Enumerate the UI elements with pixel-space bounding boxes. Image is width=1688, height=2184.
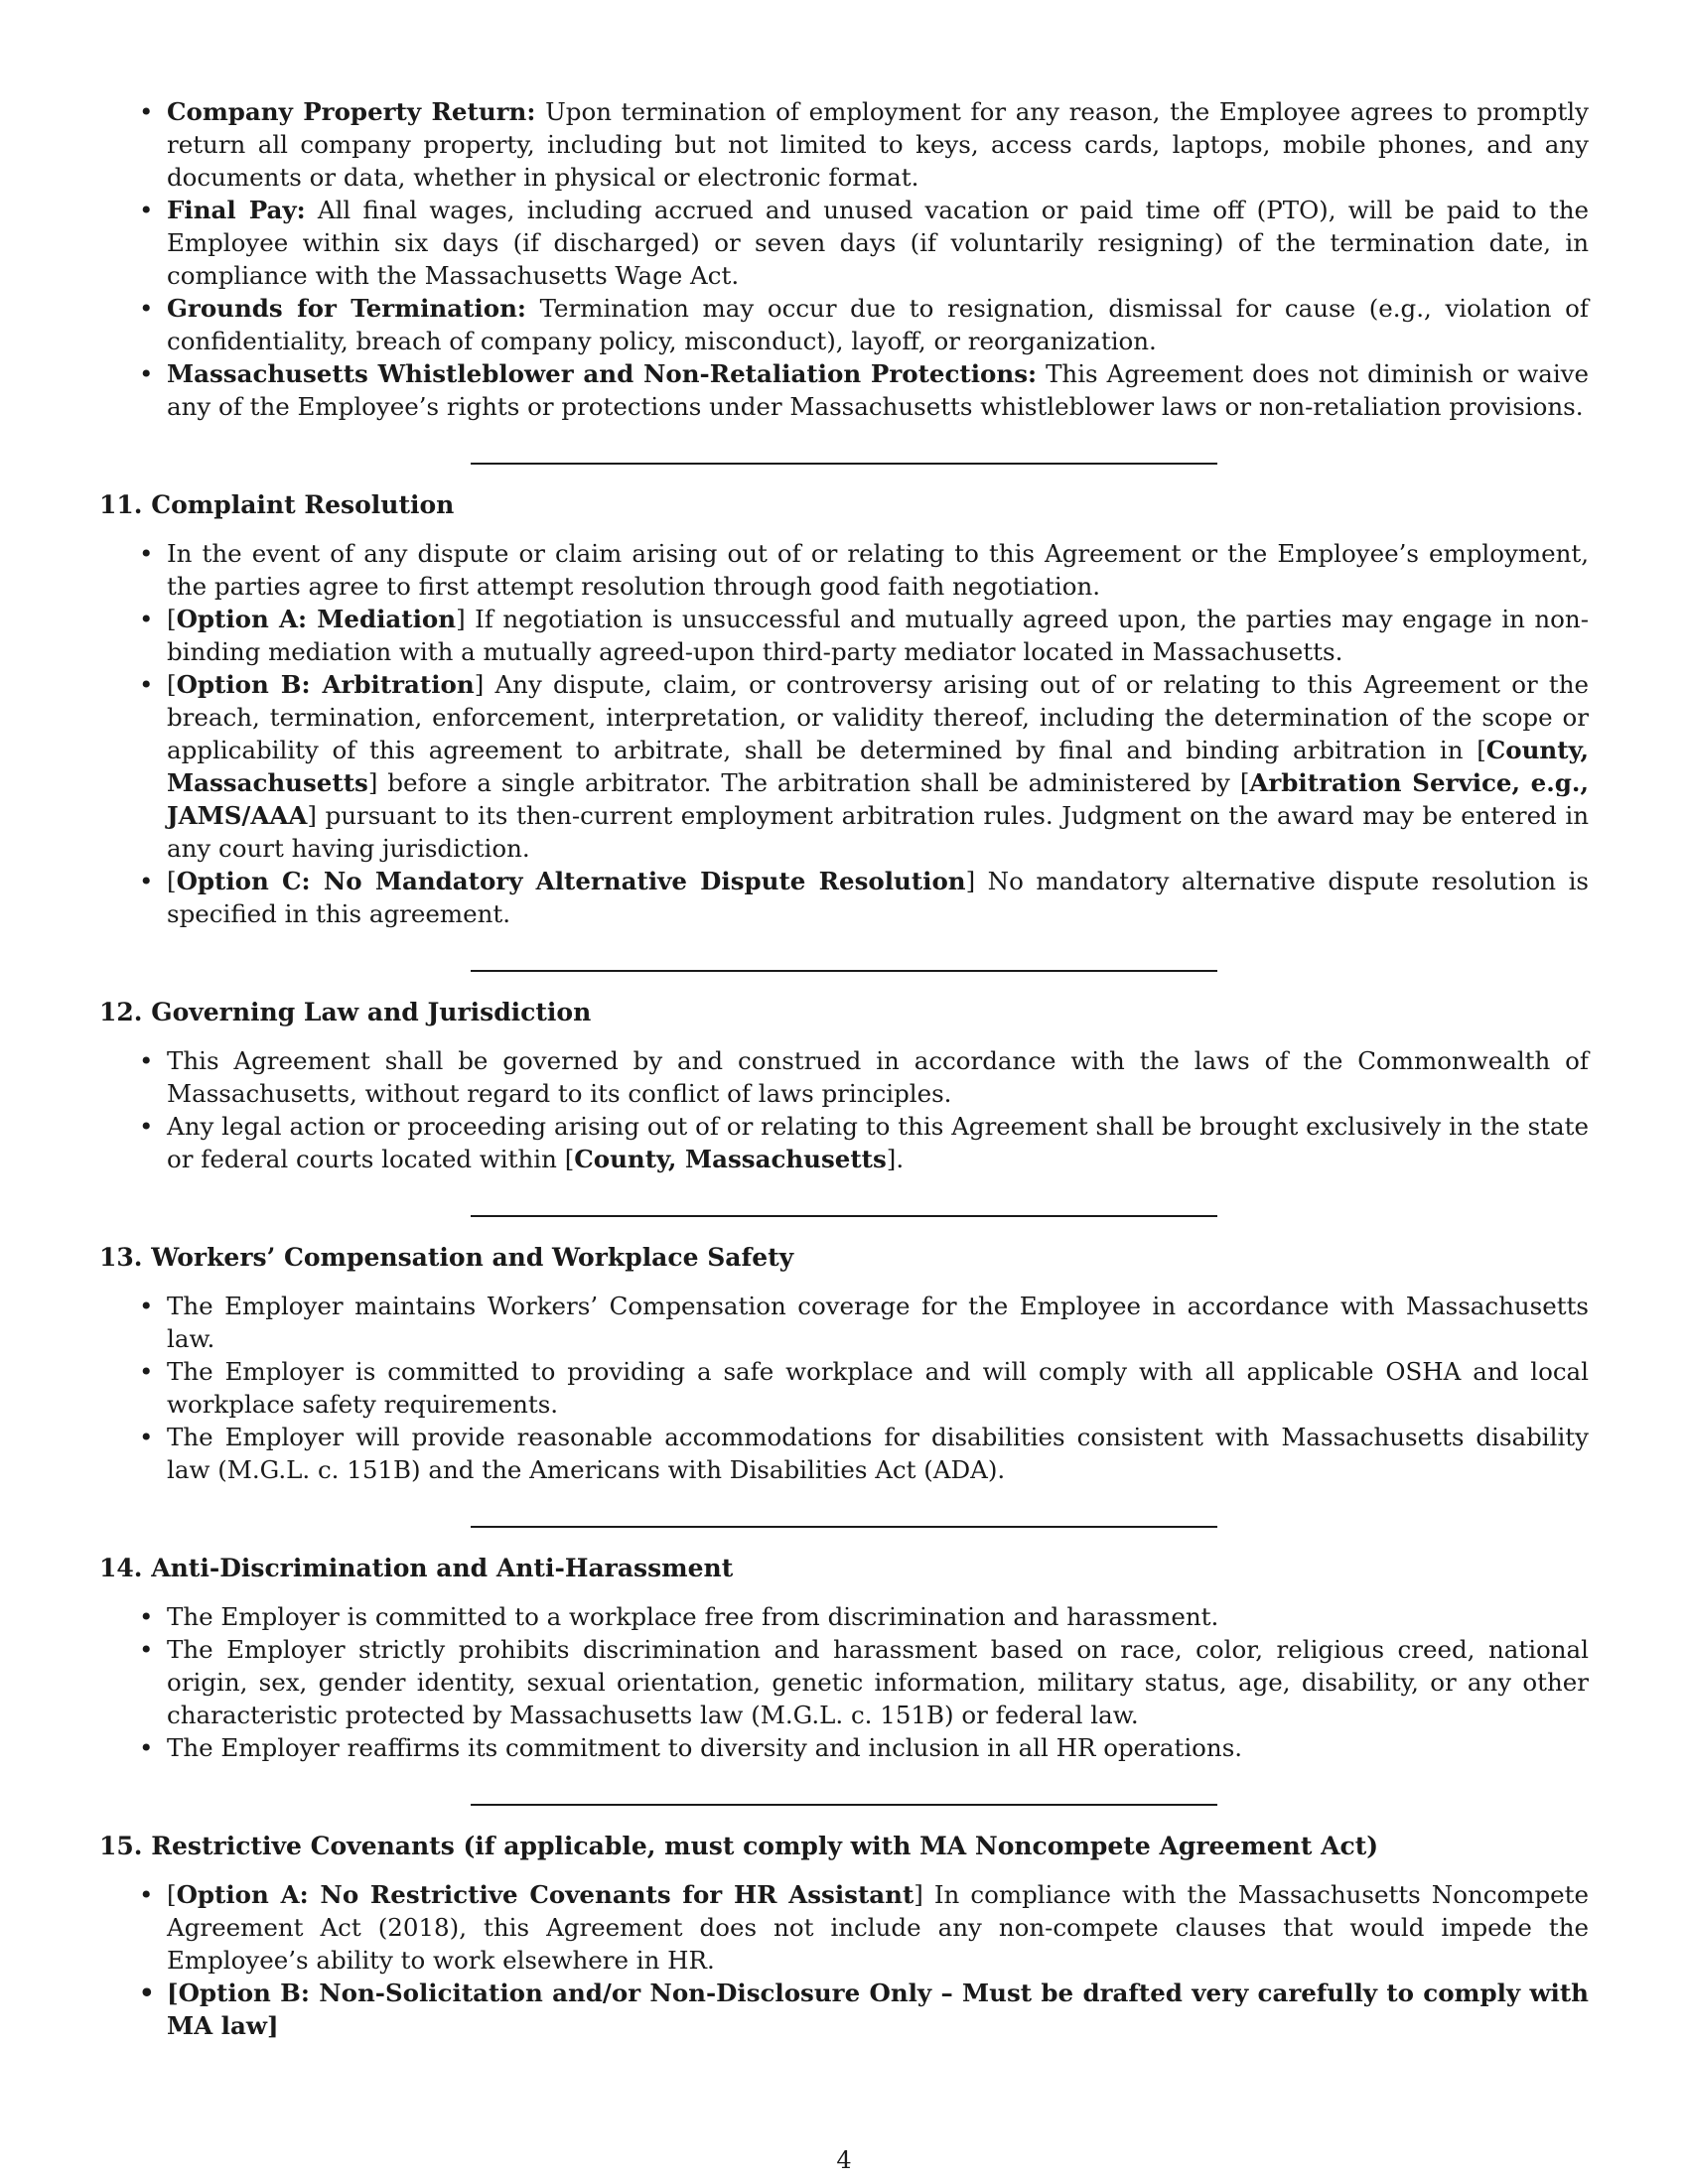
list-item	[167, 1421, 1589, 1486]
placeholder-county: County, Massachusetts	[167, 736, 1589, 797]
list-item	[167, 1633, 1589, 1731]
workers-comp-list	[99, 1290, 1589, 1486]
item-text: The Employer maintains Workers’ Compensation coverage for the Employee in accordance with Massachusetts law.	[167, 1292, 1589, 1353]
document-page	[99, 95, 1589, 2042]
item-lead: Option C: No Mandatory Alternative Dispute Resolution	[176, 867, 966, 895]
item-text: The Employer will provide reasonable accommodations for disabilities consistent with Massachusetts disability law (M.G.L. c. 151B) and the Americans with Disabilities Act (ADA).	[167, 1423, 1589, 1484]
section-title: Workers’ Compensation and Workplace Safety	[151, 1243, 794, 1272]
list-item: • [Option A: Mediation] If negotiation is unsuccessful and mutually agreed upon, the parties may engage in non-binding mediation with a mutually agreed-upon third-party mediator located in Massachusetts.	[167, 603, 1589, 668]
list-item	[167, 194, 1589, 292]
section-title: Governing Law and Jurisdiction	[151, 998, 592, 1026]
list-item: • [Option B: Non-Solicitation and/or Non-Disclosure Only – Must be drafted very carefully to comply with MA law]	[167, 1977, 1589, 2042]
item-lead: Option A: Mediation	[176, 605, 457, 633]
list-item	[167, 1290, 1589, 1355]
section-divider	[471, 1526, 1217, 1528]
section-number: 12.	[99, 998, 143, 1026]
section-divider	[471, 1804, 1217, 1806]
item-text: Any legal action or proceeding arising out of or relating to this Agreement shall be brought exclusively in the state or federal courts located within	[167, 1112, 1589, 1173]
item-lead: Option A: No Restrictive Covenants for HR Assistant	[176, 1880, 914, 1909]
list-item	[167, 292, 1589, 357]
item-text: The Employer is committed to providing a safe workplace and will comply with all applicable OSHA and local workplace safety requirements.	[167, 1357, 1589, 1419]
list-item: • Any legal action or proceeding arising out of or relating to this Agreement shall be brought exclusively in the state or federal courts located within [County, Massachusetts].	[167, 1110, 1589, 1175]
item-text: This Agreement shall be governed by and construed in accordance with the laws of the Commonwealth of Massachusetts, without regard to its conflict of laws principles.	[167, 1046, 1589, 1108]
list-item: • [Option C: No Mandatory Alternative Dispute Resolution] No mandatory alternative dispute resolution is specified in this agreement.	[167, 865, 1589, 930]
section-heading-13	[99, 1241, 1589, 1274]
section-divider	[471, 970, 1217, 972]
item-text: The Employer is committed to a workplace free from discrimination and harassment.	[167, 1602, 1219, 1631]
item-text: Termination may occur due to resignation, dismissal for cause (e.g., violation of confidentiality, breach of company policy, misconduct), layoff, or reorganization.	[167, 294, 1589, 355]
item-text: This Agreement does not diminish or waive any of the Employee’s rights or protections under Massachusetts whistleblower laws or non-retaliation provisions.	[167, 359, 1589, 421]
section-title: Restrictive Covenants (if applicable, must comply with MA Noncompete Agreement Act)	[151, 1832, 1379, 1860]
item-lead: Grounds for Termination:	[167, 294, 526, 323]
item-text: In the event of any dispute or claim arising out of or relating to this Agreement or the Employee’s employment, the parties agree to first attempt resolution through good faith negotiation.	[167, 539, 1589, 601]
page-number: 4	[836, 2146, 852, 2174]
restrictive-covenants-list	[99, 1878, 1589, 2042]
item-text: If negotiation is unsuccessful and mutually agreed upon, the parties may engage in non-binding mediation with a mutually agreed-upon third-party mediator located in Massachusetts.	[167, 605, 1589, 666]
list-item	[167, 537, 1589, 603]
section-heading-12	[99, 996, 1589, 1028]
item-lead: Company Property Return:	[167, 97, 536, 126]
list-item	[167, 357, 1589, 423]
list-item: • [Option A: No Restrictive Covenants for HR Assistant] In compliance with the Massachusetts Noncompete Agreement Act (2018), this Agreement does not include any non-compete clauses that would impede the Employee’s ability to work elsewhere in HR.	[167, 1878, 1589, 1977]
section-heading-15	[99, 1830, 1589, 1862]
item-text: pursuant to its then-current employment arbitration rules. Judgment on the award may be entered in any court having jurisdiction.	[167, 801, 1589, 863]
list-item	[167, 1355, 1589, 1421]
item-text: No mandatory alternative dispute resolution is specified in this agreement.	[167, 867, 1589, 928]
item-text: The Employer strictly prohibits discrimination and harassment based on race, color, religious creed, national origin, sex, gender identity, sexual orientation, genetic information, military status, age, disability, or any other characteristic protected by Massachusetts law (M.G.L. c. 151B) or federal law.	[167, 1635, 1589, 1729]
section-number: 15.	[99, 1832, 143, 1860]
list-item	[167, 95, 1589, 194]
placeholder-arbitration-service: Arbitration Service, e.g., JAMS/AAA	[167, 768, 1589, 830]
section-title: Anti-Discrimination and Anti-Harassment	[151, 1554, 734, 1582]
anti-discrimination-list	[99, 1600, 1589, 1764]
item-text: Upon termination of employment for any reason, the Employee agrees to promptly return all company property, including but not limited to keys, access cards, laptops, mobile phones, and any documents or data, whether in physical or electronic format.	[167, 97, 1589, 192]
item-lead: Option B: Non-Solicitation and/or Non-Disclosure Only – Must be drafted very carefully to comply with MA law	[167, 1979, 1589, 2040]
item-text: All final wages, including accrued and unused vacation or paid time off (PTO), will be paid to the Employee within six days (if discharged) or seven days (if voluntarily resigning) of the termination date, in compliance with the Massachusetts Wage Act.	[167, 196, 1589, 290]
item-lead: Massachusetts Whistleblower and Non-Retaliation Protections:	[167, 359, 1038, 388]
section-number: 13.	[99, 1243, 143, 1272]
section-heading-14	[99, 1552, 1589, 1584]
section-number: 14.	[99, 1554, 143, 1582]
section-divider	[471, 463, 1217, 465]
item-text: In compliance with the Massachusetts Noncompete Agreement Act (2018), this Agreement does not include any non-compete clauses that would impede the Employee’s ability to work elsewhere in HR.	[167, 1880, 1589, 1975]
item-text: The Employer reaffirms its commitment to diversity and inclusion in all HR operations.	[167, 1733, 1243, 1762]
list-item	[167, 1044, 1589, 1110]
section-title: Complaint Resolution	[151, 490, 455, 519]
placeholder-county: County, Massachusetts	[574, 1145, 887, 1173]
termination-list	[99, 95, 1589, 423]
item-lead: Final Pay:	[167, 196, 306, 224]
section-number: 11.	[99, 490, 143, 519]
list-item	[167, 1600, 1589, 1633]
complaint-resolution-list	[99, 537, 1589, 930]
item-text: before a single arbitrator. The arbitration shall be administered by	[377, 768, 1240, 797]
list-item: • [Option B: Arbitration] Any dispute, claim, or controversy arising out of or relating to this Agreement or the breach, termination, enforcement, interpretation, or validity thereof, including the determination of the scope or applicability of this agreement to arbitrate, shall be determined by final and binding arbitration in [County, Massachusetts] before a single arbitrator. The arbitration shall be administered by [Arbitration Service, e.g., JAMS/AAA] pursuant to its then-current employment arbitration rules. Judgment on the award may be entered in any court having jurisdiction.	[167, 668, 1589, 865]
item-lead: Option B: Arbitration	[176, 670, 475, 699]
section-heading-11	[99, 488, 1589, 521]
item-text: Any dispute, claim, or controversy arising out of or relating to this Agreement or the breach, termination, enforcement, interpretation, or validity thereof, including the determination of the scope or applicability of this agreement to arbitrate, shall be determined by final and binding arbitration in	[167, 670, 1589, 764]
section-divider	[471, 1215, 1217, 1217]
list-item	[167, 1731, 1589, 1764]
governing-law-list	[99, 1044, 1589, 1175]
